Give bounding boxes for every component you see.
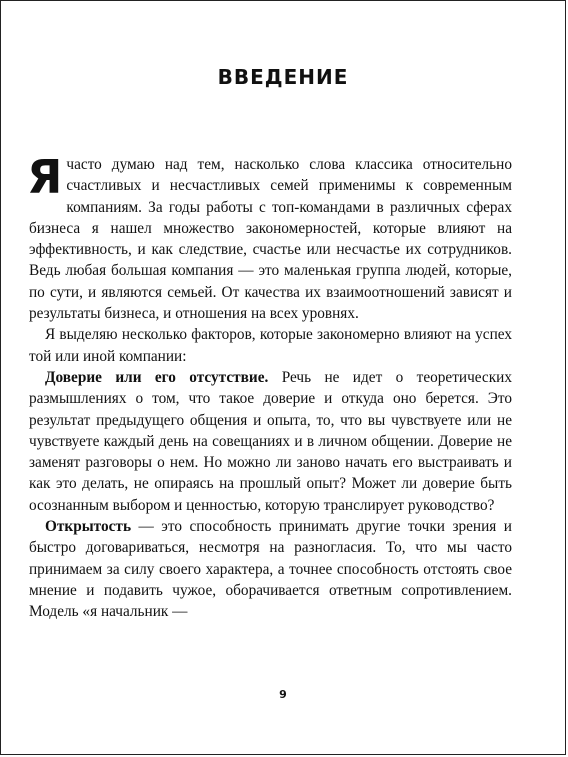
- paragraph-openness-lead: Открытость: [45, 518, 132, 536]
- paragraph-intro: [27, 150, 512, 324]
- drop-cap: Я: [27, 150, 63, 204]
- page-number: 9: [279, 688, 287, 701]
- paragraph-openness: [29, 516, 512, 622]
- paragraph-factors: [29, 324, 512, 367]
- paragraph-trust-lead: Доверие или его отсутствие.: [45, 368, 269, 386]
- chapter-title: ВВЕДЕНИЕ: [217, 65, 349, 89]
- body-text: [27, 150, 512, 623]
- paragraph-intro-text: часто думаю над тем, насколько слова классика относительно счастливых и несчастливых семей применимы к современным компаниям. За годы работы с топ-командами в различных сферах бизнеса я нашел множество закономерностей, которые влияют на эффективность, и как следствие, счастье или несчастье их сотрудников. Ведь любая большая компания — это маленькая группа людей, которые, по сути, и являются семьей. От качества их взаимоотношений зависят и результаты бизнеса, и отношения на всех уровнях.: [29, 156, 512, 323]
- paragraph-trust: [29, 367, 512, 516]
- paragraph-openness-text: — это способность принимать другие точки зрения и быстро договариваться, несмотря на разногласия. То, что мы часто принимаем за силу своего характера, а точнее способность отстоять свое мнение и подавить чужое, оборачивается ответным сопротивлением. Модель «я начальник —: [29, 518, 512, 621]
- paragraph-factors-text: Я выделяю несколько факторов, которые закономерно влияют на успех той или иной компании:: [29, 326, 512, 365]
- paragraph-trust-text: Речь не идет о теоретических размышлениях о том, что такое доверие и откуда оно берется. Это результат предыдущего общения и опыта, то, что вы чувствуете или не чувствуете каждый день на совещаниях и в личном общении. Доверие не заменят разговоры о нем. Но можно ли заново начать его выстраивать и как это делать, не опираясь на прошлый опыт? Может ли доверие быть осознанным выбором и ценностью, которую транслирует руководство?: [29, 368, 512, 514]
